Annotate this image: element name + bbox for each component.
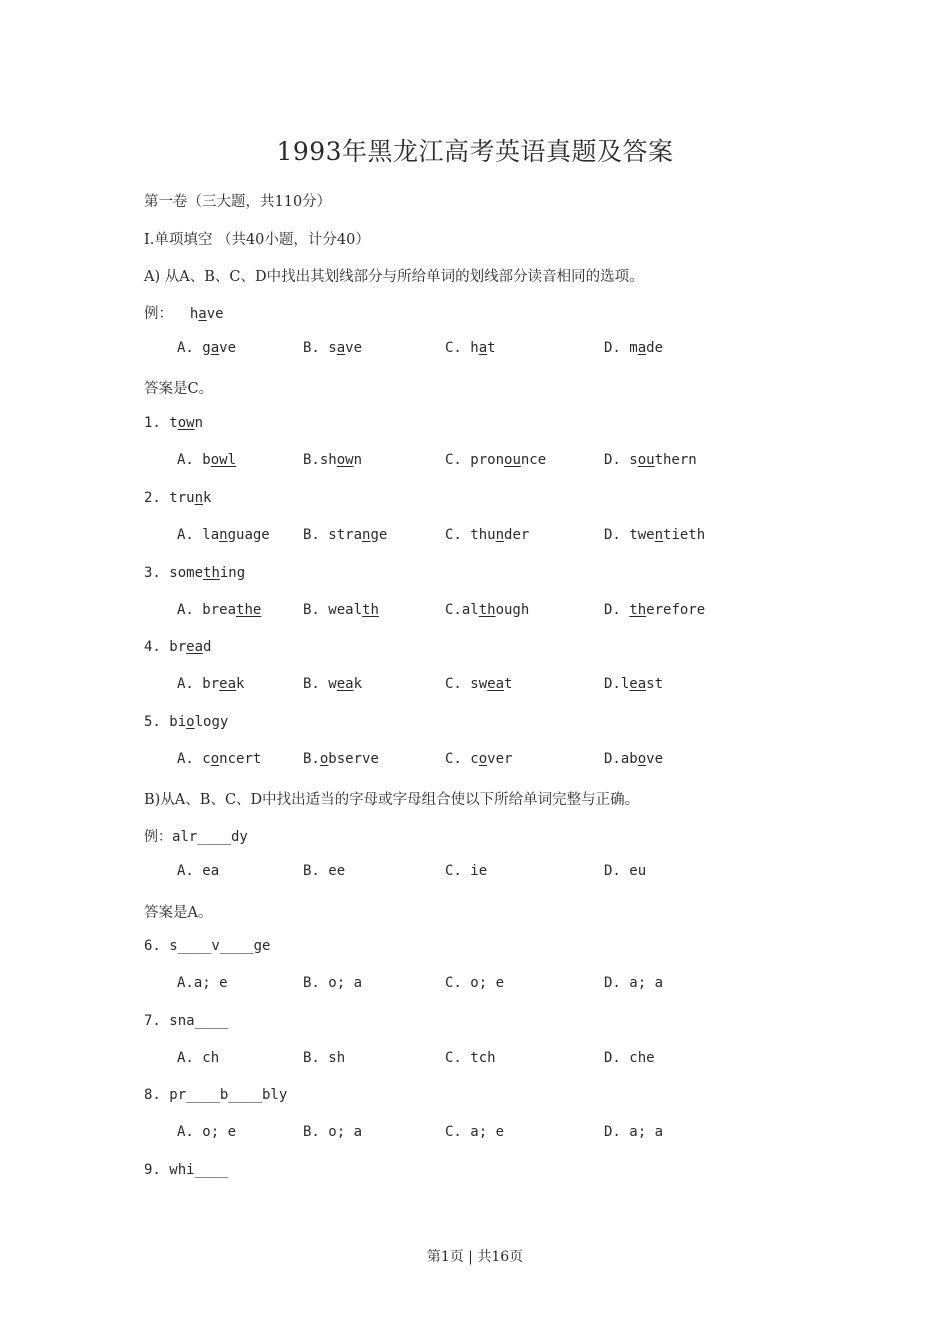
question-option: D. che xyxy=(604,1050,655,1066)
question-stem: 9. whi____ xyxy=(144,1162,229,1178)
question-option: C. sweat xyxy=(445,676,513,692)
question-option: A. break xyxy=(177,676,245,692)
question-option: D.least xyxy=(604,676,664,692)
page-title: 1993年黑龙江高考英语真题及答案 xyxy=(276,137,674,166)
question-option: A.a; e xyxy=(177,975,228,991)
example-a-word: 例： have xyxy=(144,306,224,322)
example-b-option: D. eu xyxy=(604,863,647,879)
question-option: B.observe xyxy=(303,751,379,767)
question-option: C. a; e xyxy=(445,1124,505,1140)
question-option: D. a; a xyxy=(604,975,664,991)
question-option: D. southern xyxy=(604,452,697,468)
question-stem: 6. s____v____ge xyxy=(144,938,271,954)
part-a-instruction: A) 从A、B、C、D中找出其划线部分与所给单词的划线部分读音相同的选项。 xyxy=(144,269,644,285)
answer-b: 答案是A。 xyxy=(144,905,213,921)
question-option: B. weak xyxy=(303,676,363,692)
question-stem: 1. town xyxy=(144,415,204,431)
question-option: D. a; a xyxy=(604,1124,664,1140)
example-b-word: 例：alr____dy xyxy=(144,829,248,845)
question-option: A. o; e xyxy=(177,1124,237,1140)
question-stem: 7. sna____ xyxy=(144,1013,229,1029)
question-option: A. breathe xyxy=(177,602,262,618)
question-option: C. o; e xyxy=(445,975,505,991)
question-option: B. o; a xyxy=(303,1124,363,1140)
question-option: C. cover xyxy=(445,751,513,767)
example-a-option: C. hat xyxy=(445,340,496,356)
question-option: B. strange xyxy=(303,527,388,543)
question-stem: 4. bread xyxy=(144,639,212,655)
question-stem: 5. biology xyxy=(144,714,229,730)
question-stem: 3. something xyxy=(144,565,246,581)
question-option: C.although xyxy=(445,602,530,618)
question-stem: 2. trunk xyxy=(144,490,212,506)
example-a-option: D. made xyxy=(604,340,664,356)
example-b-option: C. ie xyxy=(445,863,488,879)
question-option: B. sh xyxy=(303,1050,346,1066)
question-option: C. thunder xyxy=(445,527,530,543)
question-option: B.shown xyxy=(303,452,363,468)
question-option: D. therefore xyxy=(604,602,706,618)
question-option: A. ch xyxy=(177,1050,220,1066)
question-option: A. bowl xyxy=(177,452,237,468)
example-a-option: A. gave xyxy=(177,340,237,356)
question-stem: 8. pr____b____bly xyxy=(144,1087,288,1103)
question-option: B. o; a xyxy=(303,975,363,991)
example-b-option: B. ee xyxy=(303,863,346,879)
page-footer: 第1页 | 共16页 xyxy=(426,1249,524,1265)
section-heading: 第一卷（三大题，共110分） xyxy=(144,194,332,210)
part-heading: Ⅰ.单项填空 （共40小题，计分40） xyxy=(144,232,370,248)
question-option: C. tch xyxy=(445,1050,496,1066)
question-option: A. concert xyxy=(177,751,262,767)
question-option: B. wealth xyxy=(303,602,379,618)
question-option: D. twentieth xyxy=(604,527,706,543)
part-b-instruction: B)从A、B、C、D中找出适当的字母或字母组合使以下所给单词完整与正确。 xyxy=(144,792,640,808)
example-a-option: B. save xyxy=(303,340,363,356)
answer-a: 答案是C。 xyxy=(144,381,214,397)
question-option: A. language xyxy=(177,527,270,543)
question-option: D.above xyxy=(604,751,664,767)
question-option: C. pronounce xyxy=(445,452,547,468)
example-b-option: A. ea xyxy=(177,863,220,879)
